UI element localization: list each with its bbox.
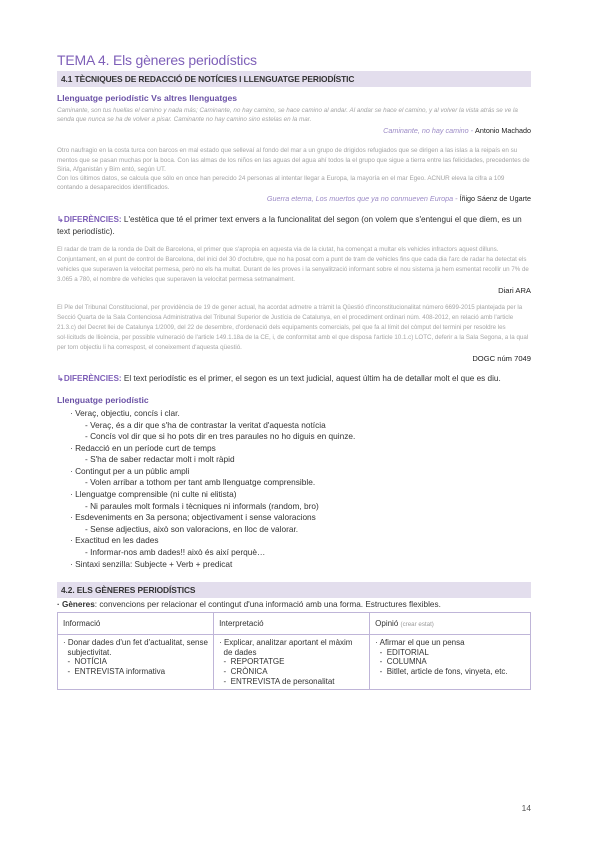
quote-ugarte-attribution — [57, 194, 531, 204]
section-header-4-2: 4.2. ELS GÈNERES PERIODÍSTICS — [57, 582, 531, 598]
section-header-4-1: 4.1 TÈCNIQUES DE REDACCIÓ DE NOTÍCIES I LLENGUATGE PERIODÍSTIC — [57, 71, 531, 87]
table-cell-line: - ENTREVISTA informativa — [63, 667, 166, 677]
list-subitem: - Informar-nos amb dades!! això és així perquè… — [85, 547, 266, 558]
table-cell-line: · Explicar, analitzar aportant el màxim — [219, 638, 353, 648]
differences-label-2: ↳DIFERÈNCIES: — [57, 374, 122, 384]
table-header-row — [58, 613, 531, 635]
generes-definition — [57, 600, 531, 609]
quote-ugarte-separator: - — [453, 194, 460, 204]
list-item: · Redacció en un període curt de temps — [70, 442, 216, 453]
table-cell-line: - ENTREVISTA de personalitat — [219, 676, 335, 686]
table-cell-line: - CRÒNICA — [219, 667, 268, 677]
example-ara-source: Diari ARA — [498, 286, 531, 296]
features-list — [57, 408, 531, 570]
table-cell-line: - NOTÍCIA — [63, 657, 107, 667]
quote-machado-author: Antonio Machado — [475, 126, 531, 136]
list-item: · Exactitud en les dades — [70, 535, 159, 546]
quote-machado-separator: - — [468, 126, 476, 136]
table-cell-interpretacio — [214, 635, 370, 690]
list-item: · Esdeveniments en 3a persona; objectivament i sense valoracions — [70, 512, 316, 523]
list-subitem: - Concís vol dir que si ho pots dir en tres paraules no ho diguis en quinze. — [85, 431, 356, 442]
table-header-interpretacio — [214, 613, 370, 635]
differences-text-1: L'estètica que té el primer text envers a la funcionalitat del segon (on volem que s'entengui el que diem, es un text periodístic). — [57, 215, 522, 236]
differences-text-2: El text periodístic es el primer, el segon es un text judicial, aquest últim ha de detallar molt el que es diu. — [121, 374, 501, 384]
table-cell-line: - EDITORIAL — [375, 647, 429, 657]
list-item: · Veraç, objectiu, concís i clar. — [70, 407, 180, 418]
header-informacio-label: Informació — [63, 619, 101, 629]
quote-ugarte-text-a: Otro naufragio en la costa turca con barcos en mal estado que sellevaí al fondo del mar a un grupo de drigidos refugiados que se dirigen a las islas a la reipaís en su mentos que se pasan muchas por la boca. Con las almas de los niños en las aguas del agua ahí todos la el grupo que sigue a tierra entre las felicidades, precedentes de Siria, Afganistán y Bim entó, según UT. — [57, 147, 530, 173]
table-cell-line: subjectivitat. — [63, 647, 112, 657]
table-cell-line: · Donar dades d'un fet d'actualitat, sense — [63, 638, 208, 648]
table-cell-opinio — [370, 635, 531, 690]
page-title: TEMA 4. Els gèneres periodístics — [57, 52, 257, 68]
list-subitem: - Sense adjectius, això son valoracions, en lloc de valorar. — [85, 523, 299, 534]
header-opinio-note: (crear estat) — [400, 621, 434, 629]
example-dogc-text: El Ple del Tribunal Constitucional, per providència de 19 de gener actual, ha acordat admetre a tràmit la Qüestió d'inconstitucionalitat número 6699-2015 plantejada per la Secció Quarta de la Sala Contenciosa Administrativa del Tribunal Superior de Justícia de Catalunya, en el procediment ordinari núm. 408-2012, en relació amb l'article 21.3.c) del Decret llei de Catalunya 1/2009, del 22 de desembre, d'ordenació dels equipaments comercials, pel que fa al límit del còmput del termini per resoldre les sol·licituds de llicència, per possible vulneració de l'article 149.1.18a de la CE, i, de conformitat amb el que disposa l'article 10.1.c) LOTC, deferir a la Sala Segona, a la qual per torn objectiu li ha correspost, el coneixement d'aquesta qüestió. — [57, 304, 529, 352]
quote-machado-attribution — [57, 126, 531, 136]
table-cell-line: - REPORTATGE — [219, 657, 285, 667]
list-subitem: - Veraç, és a dir que s'ha de contrastar la veritat d'aquesta notícia — [85, 419, 326, 430]
document-page — [57, 52, 531, 690]
list-subitem: - S'ha de saber redactar molt i molt ràpid — [85, 454, 235, 465]
example-ara-text: El radar de tram de la ronda de Dalt de Barcelona, el primer que s'apropia en aquesta via de la ciutat, ha començat a multar els vehicles infractors aquest dilluns. Conjuntament, en el punt de control de Barcelona, del inici del 30 d'octubre, que no ha posat com a punt de tram de vehicles fins que cada dia l'arc de radar ha detectat els vehicles que superaven la velocitat permesa, però no els ha multat. Durant de les proves i la senyalització informant sobre el nou sistema ja hem esmentat recollir un 7% de 3.065 a 780, el nombre de vehicles que superaven la velocitat permesa setmanalment. — [57, 246, 529, 284]
example-dogc — [57, 303, 531, 363]
example-dogc-source: DOGC núm 7049 — [472, 354, 531, 364]
generes-text: : convencions per relacionar el contingut d'una informació amb una forma. Estructures flexibles. — [94, 600, 441, 610]
quote-ugarte-text-b: Con los últimos datos, se calcula que sólo en once han perecido 24 personas al intentar llegar a Europa, la mayoría en el mar Egeo. ACNUR eleva la cifra a 109 contando a desaparecidos identificados. — [57, 175, 505, 192]
quote-machado-text: Caminante, son tus huellas el camino y nada más; Caminante, no hay camino, se hace camino al andar. Al andar se hace el camino, y al volver la vista atrás se ve la senda que nunca se ha de volver a pisar. Caminante no hay camino sino estelas en la mar. — [57, 107, 518, 124]
table-cell-line: - Bitllet, article de fons, vinyeta, etc. — [375, 667, 508, 677]
generes-table — [57, 612, 531, 690]
list-item: · Llenguatge comprensible (ni culte ni elitista) — [70, 489, 237, 500]
table-header-informacio — [58, 613, 214, 635]
differences-note-2 — [57, 373, 531, 385]
page-number: 14 — [521, 803, 531, 813]
differences-note-1 — [57, 214, 531, 237]
example-ara — [57, 245, 531, 295]
header-opinio-label: Opinió — [375, 619, 399, 629]
quote-ugarte-author: Íñigo Sáenz de Ugarte — [459, 194, 531, 204]
table-row — [58, 635, 531, 690]
subheading-llenguatge-periodistic: Llenguatge periodístic — [57, 394, 149, 405]
generes-label: · Gèneres — [57, 600, 95, 610]
list-subitem: - Volen arribar a tothom per tant amb llenguatge comprensible. — [85, 477, 316, 488]
table-cell-line: - COLUMNA — [375, 657, 427, 667]
table-cell-line: de dades — [219, 647, 257, 657]
subheading-llenguatge-vs: Llenguatge periodístic Vs altres llenguatges — [57, 93, 238, 103]
list-item: · Sintaxi senzilla: Subjecte + Verb + predicat — [70, 558, 233, 569]
table-header-opinio — [370, 613, 531, 635]
quote-ugarte-title: Guerra eterna, Los muertos que ya no conmueven Europa — [266, 194, 454, 204]
header-interpretacio-label: Interpretació — [219, 619, 264, 629]
list-subitem: - Ni paraules molt formals i tècniques ni informals (random, bro) — [85, 500, 319, 511]
table-cell-line: · Afirmar el que un pensa — [375, 638, 465, 648]
differences-label-1: ↳DIFERÈNCIES: — [57, 215, 122, 225]
list-item: · Contingut per a un públic ampli — [70, 465, 190, 476]
table-cell-informacio — [58, 635, 214, 690]
quote-machado-title: Caminante, no hay camino — [383, 126, 469, 136]
